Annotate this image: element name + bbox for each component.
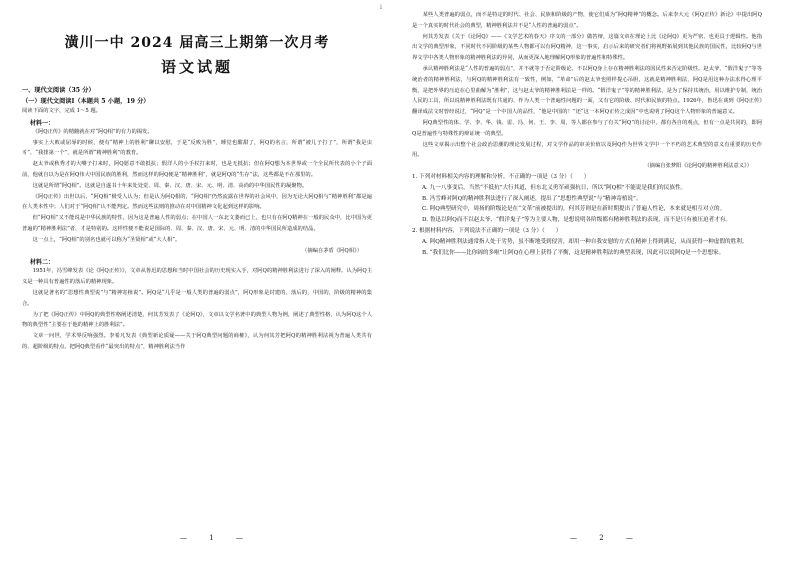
section-heading: 一、现代文阅读（35 分） [22,87,95,94]
material-one-label: 材料一： [30,119,55,127]
material-two-paragraph: 阿Q典型性的体、学、李、华、钱、雷、冯、何、王、李、周，等人都在参与了有关“阿Q”的讨论中，都有各自的观点，但有一点是共同的，即阿Q是普遍性与特殊性的辩证统一的典型。 [412,119,762,137]
right-page [412,10,762,530]
material-two-source: （摘编自张梦阳《论阿Q的精神胜利法意义》） [644,163,752,170]
material-one-paragraph: 事实上大败或屈辱的时候，便有“精神上的胜利”聊以安慰，于是“反败为胜”，睡觉也酣甜了，阿Q的名言，所谓“被儿子打了”，所谓“我是虫豸”，“我排第一个”，就是所谓“精神胜利”的教育。 [22,139,372,157]
instruction-text: 阅读下面的文字，完成 1～5 题。 [22,108,101,114]
question-1: 1. 下列对材料相关内容的理解和分析，不正确的一项是（3 分）（ ） [412,173,590,180]
material-two-label: 材料二： [30,259,55,267]
exam-subtitle: 语文试题 [160,58,233,76]
left-page [22,10,372,530]
exam-title: 潢川一中 2024 届高三上期第一次月考 [64,35,330,51]
material-two-paragraph: 承认精神胜利法是“人性的普遍的弱点”，并不就等于否定阶级论。不以阿Q身上存在精神胜利法的国民性来否定阶级性。赵太爷、“假洋鬼子”等等统治者的精神胜利法，与阿Q的精神胜利法有一致性，例如，“革命”后的赵太爷也照样提心吊胆，这就是精神胜利法，阿Q是用这种办法求得心理平衡，是把外界的压迫在心里曲解为“胜利”，这与赵太爷的精神胜利法是一样的。“假洋鬼子”等的精神胜利法，是为了保持其统治，用以维护专制，统治人民的工具，所以说精神胜利法既有共通的、作为人类一个普遍性问题的一面，又有它的阶级、时代和民族的特点。1926年，鲁迅在谈到《阿Q正传》翻译成法文时曾经说过，“阿Q”是一个中国人的品性，“他是中国的！”还“这一本阿Q正传之成因”中也说明了阿Q这个人物形象的普遍意义。 [412,65,762,116]
material-one-paragraph: 赵太爷或秋秀才的大嘴子打来时，阿Q愿意不敢抵抗；假洋人的小手杖打来时，也是无抵抗；但在阿Q想为本世界或一个全民所代表的小个子面前，他就自以为是在阿Q伟大中国民族的胜利，然而这样的阿Q便是“精神胜利”，就是阿Q的“生存”法，这些都是不在那里的。 [22,161,372,178]
question-2-option-a: A. 阿Q精神胜利法通常指人处于劣势，虽不断地受到侵害，却用一种自我安慰的方式在精神上得到满足，从而获得一种虚假的胜利。 [422,238,748,245]
material-one-paragraph: 《阿Q正传》的精髓就在对“阿Q相”的有力的揭发。 [32,128,153,135]
material-two-paragraph: 文章一问世，学术界反响强烈。李希凡发表《典型新论质疑——关于阿Q典型问题的商榷》，认为何其芳把阿Q的精神胜利法视为普遍人类共有的、超阶级的特点，把阿Q典型看作“最突出的特点”，精神胜利法当作 [22,333,372,350]
question-2: 2. 根据材料内容，下列说法不正确的一项是（3 分）（ ） [412,227,562,234]
page-number-left: — 1 — [180,534,253,542]
material-two-paragraph: 某些人类普遍的弱点，而不是特定的时代、社会、民族和阶级的产物，使它们成为“阿Q精神”的概念。后来李大元《阿Q正传》新论》中提出阿Q是一个真实的时代社会的典型，精神胜利法并不是“人性的普遍的弱点”。 [412,12,762,29]
question-1-option-a: A. 九一八事变后，当然“不抵抗”大行其道，但东北义勇军顽强抗日，所以“阿Q相”不能说是我们的民族性。 [422,184,687,191]
material-two-paragraph: 1951年，冯雪峰发表《论《阿Q正传》》，文章从鲁迅的思想和当时中国社会的历史现实入手，对阿Q的精神胜利法进行了深入的阐释。认为阿Q主义是一种具有普遍性的落后的精神现象。 [22,268,372,286]
material-two-paragraph: 何其芳发表《关于《论阿Q》——《文学艺术的春天》序文的一部分》做答辩，这篇文章在理论上比《论阿Q》更为严密，也更具于逻辑性。他指出文学的典型形象，不同时代不同阶级的某些人物都可以有阿Q精神，这一事实，启示后来的研究者们将视野拓展到其他民族的国民性，比较阿Q与世界文学中各类人物形象的精神胜利法的异同，从而更深入地理解阿Q形象的普遍性和特殊性。 [412,33,762,62]
page-number-right: — 2 — [570,534,643,542]
material-two-paragraph: 这就是著名的“思想性典型说”与“精神寄植说”。阿Q是“几乎是一般人类的普遍的弱点”，阿Q形象是封建的、落后的，中国的，阶级的精神的集合。 [22,289,372,307]
material-one-paragraph: 这就是所谓“阿Q相”。这就是自遂书十年来处处觉、周、秦、汉、唐、宋、元、明、清、高尚的中华国民性的凝聚物。 [32,182,308,189]
question-2-option-b: B. “我们比你——比你阔的多啦”让阿Q在心理上获得了平衡，这是精神胜利法的典型表现，因此可以说阿Q是一个思想家。 [422,249,725,256]
material-one-paragraph: 这一点上，“阿Q相”的别名也就可以称为“圣贤相”或“大人相”。 [32,236,181,243]
material-one-paragraph: 但“阿Q相”又不能说是中华民族的特性，因为这是普遍人性的弱点；在中国人一东北文萎而已上，也只有在阿Q精神在一般的民众中，比中国为更普遍的“精神胜利法”者，才是特别的。这样性便不能说是国际的、周、秦、汉、唐、宋、元、明、清的中华国民所造成的结晶。 [22,215,372,232]
material-one-source: （摘编自茅盾《阿Q相》） [302,247,362,254]
material-two-paragraph: 为了把《阿Q正传》中阿Q的典型性格阐述清楚，何其芳发表了《论阿Q》，文章以文学名著中的典型人物为例，阐述了典型性格，认为阿Q这个人物的典型性“主要在于他的精神上的胜利法”。 [22,311,372,329]
question-1-option-d: D. 鲁迅以阿Q而不以赵太爷、“假洋鬼子”等为主要人物，是想说明各阶级都有精神胜利法的表现，而不是只有被压迫者才有。 [422,217,732,224]
header-mark: i [380,4,382,11]
material-two-paragraph: 这些文章揭示出整个社会政治思潮的理论发展过程，对文学作品的审美价值以及阿Q作为世界文学中一个不朽的艺术典型的意义有重要的历史作用。 [412,141,762,159]
subsection-heading: （一）现代文阅读Ⅰ（本题共 5 小题，19 分） [22,98,150,105]
material-one-paragraph: 《阿Q正传》出世以后，“阿Q相”极受人认为；但是认为阿Q相的，“阿Q相”仍然流露在世界的社会风中，因为无论大阿Q相与“精神胜利”都是遍在人类本性中；人们对于“阿Q相”认不能判定。然而这些法则的推动在对中国精神文化起到这样的影响。 [22,193,372,211]
question-1-option-c: C. 阿Q典型研究中，周扬的阶级论是在“文革”前被提出的，何其芳则是在新时期提出了普遍人性论，本来就是相互对立的。 [422,206,726,213]
question-1-option-b: B. 冯雪峰对阿Q的精神胜利法进行了深入阐述，提出了“思想性典型说”与“精神寄植说”。 [422,195,642,202]
